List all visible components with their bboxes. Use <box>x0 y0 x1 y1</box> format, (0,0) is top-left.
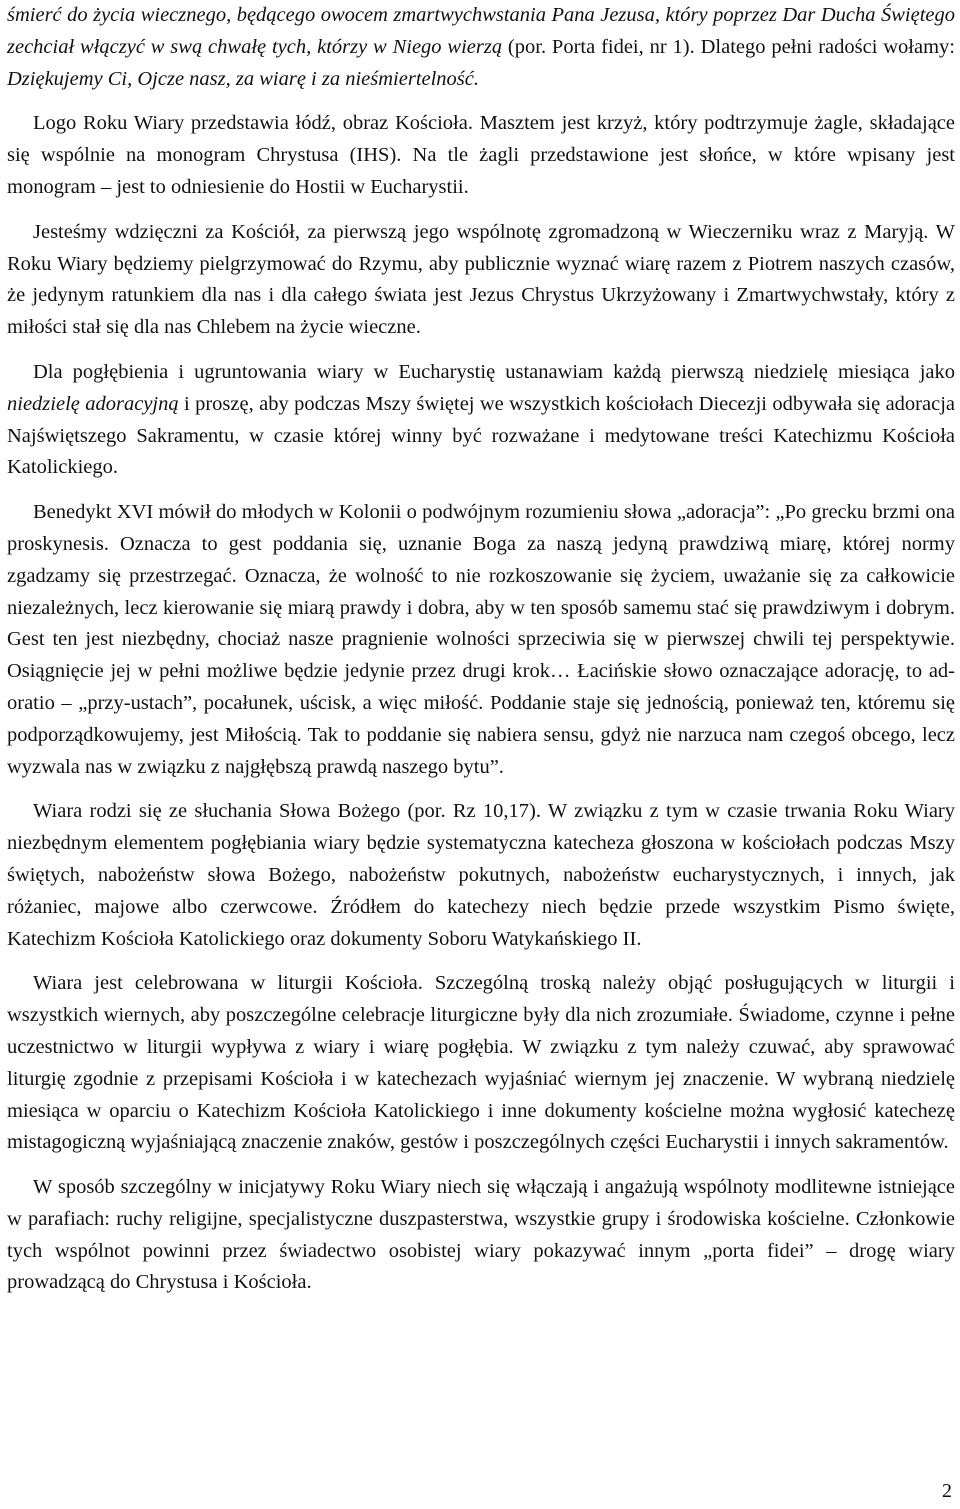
paragraph-1-text-2: (por. Porta fidei, nr 1). Dlatego pełni radości wołamy: <box>502 35 955 58</box>
paragraph-7-text: Wiara jest celebrowana w liturgii Kościoła. Szczególną troską należy objąć posługujących w liturgii i wszystkich wiernych, aby poszczególne celebracje liturgiczne były dla nich zrozumiałe. Świadome, czynne i pełne uczestnictwo w liturgii wypływa z wiary i wiarę pogłębia. W związku z tym należy czuwać, aby sprawować liturgię zgodnie z przepisami Kościoła i w katechezach wyjaśniać wiernym jej znaczenie. W wybraną niedzielę miesiąca w oparciu o Katechizm Kościoła Katolickiego i inne dokumenty kościelne można wygłosić katechezę mistagogiczną wyjaśniającą znaczenie znaków, gestów i poszczególnych części Eucharystii i innych sakramentów. <box>7 972 955 1154</box>
paragraph-4-text-1: Dla pogłębienia i ugruntowania wiary w Eucharystię ustanawiam każdą pierwszą niedzielę miesiąca jako <box>33 360 955 383</box>
paragraph-6 <box>7 796 955 955</box>
document-page <box>7 0 955 1312</box>
paragraph-2-text: Logo Roku Wiary przedstawia łódź, obraz Kościoła. Masztem jest krzyż, który podtrzymuje żagle, składające się wspólnie na monogram Chrystusa (IHS). Na tle żagli przedstawione jest słońce, w które wpisany jest monogram – jest to odniesienie do Hostii w Eucharystii. <box>7 112 955 198</box>
paragraph-5-text: Benedykt XVI mówił do młodych w Kolonii o podwójnym rozumieniu słowa „adoracja”: „Po grecku brzmi ona proskynesis. Oznacza to gest poddania się, uznanie Boga za naszą jedyną prawdziwą miarę, której normy zgadzamy się przestrzegać. Oznacza, że wolność to nie rozkoszowanie się życiem, uważanie się za całkowicie niezależnych, lecz kierowanie się miarą prawdy i dobra, aby w ten sposób samemu stać się prawdziwym i dobrym. Gest ten jest niezbędny, chociaż nasze pragnienie wolności sprzeciwia się w pierwszej chwili tej perspektywie. Osiągnięcie jej w pełni możliwe będzie jedynie przez drugi krok… Łacińskie słowo oznaczające adorację, to ad-oratio – „przy-ustach”, pocałunek, uścisk, a więc miłość. Poddanie staje się jednością, ponieważ ten, któremu się podporządkowujemy, jest Miłością. Tak to poddanie się nabiera sensu, gdyż nie narzuca nam czegoś obcego, lecz wyzwala nas w związku z najgłębszą prawdą naszego bytu”. <box>7 501 955 778</box>
paragraph-1 <box>7 0 955 95</box>
paragraph-4-italic-2: niedzielę adoracyjną <box>7 392 179 415</box>
paragraph-1-italic-1: śmierć do życia wiecznego, będącego owocem zmartwychwstania Pana Jezusa, który poprzez Dar Ducha Świętego zechciał włączyć w swą chwałę tych, którzy w Niego wierzą <box>7 4 955 58</box>
page-number: 2 <box>942 1480 952 1502</box>
paragraph-8-text: W sposób szczególny w inicjatywy Roku Wiary niech się włączają i angażują wspólnoty modlitewne istniejące w parafiach: ruchy religijne, specjalistyczne duszpasterstwa, wszystkie grupy i środowiska kościelne. Członkowie tych wspólnot powinni przez świadectwo osobistej wiary pokazywać innym „porta fidei” – drogę wiary prowadzącą do Chrystusa i Kościoła. <box>7 1176 955 1294</box>
paragraph-3-text: Jesteśmy wdzięczni za Kościół, za pierwszą jego wspólnotę zgromadzoną w Wieczerniku wraz z Maryją. W Roku Wiary będziemy pielgrzymować do Rzymu, aby publicznie wyznać wiarę razem z Piotrem naszych czasów, że jedynym ratunkiem dla nas i dla całego świata jest Jezus Chrystus Ukrzyżowany i Zmartwychwstały, który z miłości stał się dla nas Chlebem na życie wieczne. <box>7 220 955 339</box>
paragraph-5 <box>7 497 955 783</box>
paragraph-4-text-3: i proszę, aby podczas Mszy świętej we wszystkich kościołach Diecezji odbywała się adoracja Najświętszego Sakramentu, w czasie której winny być rozważane i medytowane treści Katechizmu Kościoła Katolickiego. <box>7 392 955 479</box>
paragraph-1-italic-3: Dziękujemy Ci, Ojcze nasz, za wiarę i za nieśmiertelność. <box>7 67 480 90</box>
paragraph-2 <box>7 108 955 203</box>
paragraph-8 <box>7 1172 955 1299</box>
paragraph-6-text: Wiara rodzi się ze słuchania Słowa Bożego (por. Rz 10,17). W związku z tym w czasie trwania Roku Wiary niezbędnym elementem pogłębiania wiary będzie systematyczna katecheza głoszona w kościołach podczas Mszy świętych, nabożeństw słowa Bożego, nabożeństw pokutnych, nabożeństw eucharystycznych, i innych, jak różaniec, majowe albo czerwcowe. Źródłem do katechezy niech będzie przede wszystkim Pismo święte, Katechizm Kościoła Katolickiego oraz dokumenty Soboru Watykańskiego II. <box>7 800 955 950</box>
paragraph-3 <box>7 217 955 344</box>
paragraph-7 <box>7 968 955 1159</box>
paragraph-4 <box>7 357 955 484</box>
